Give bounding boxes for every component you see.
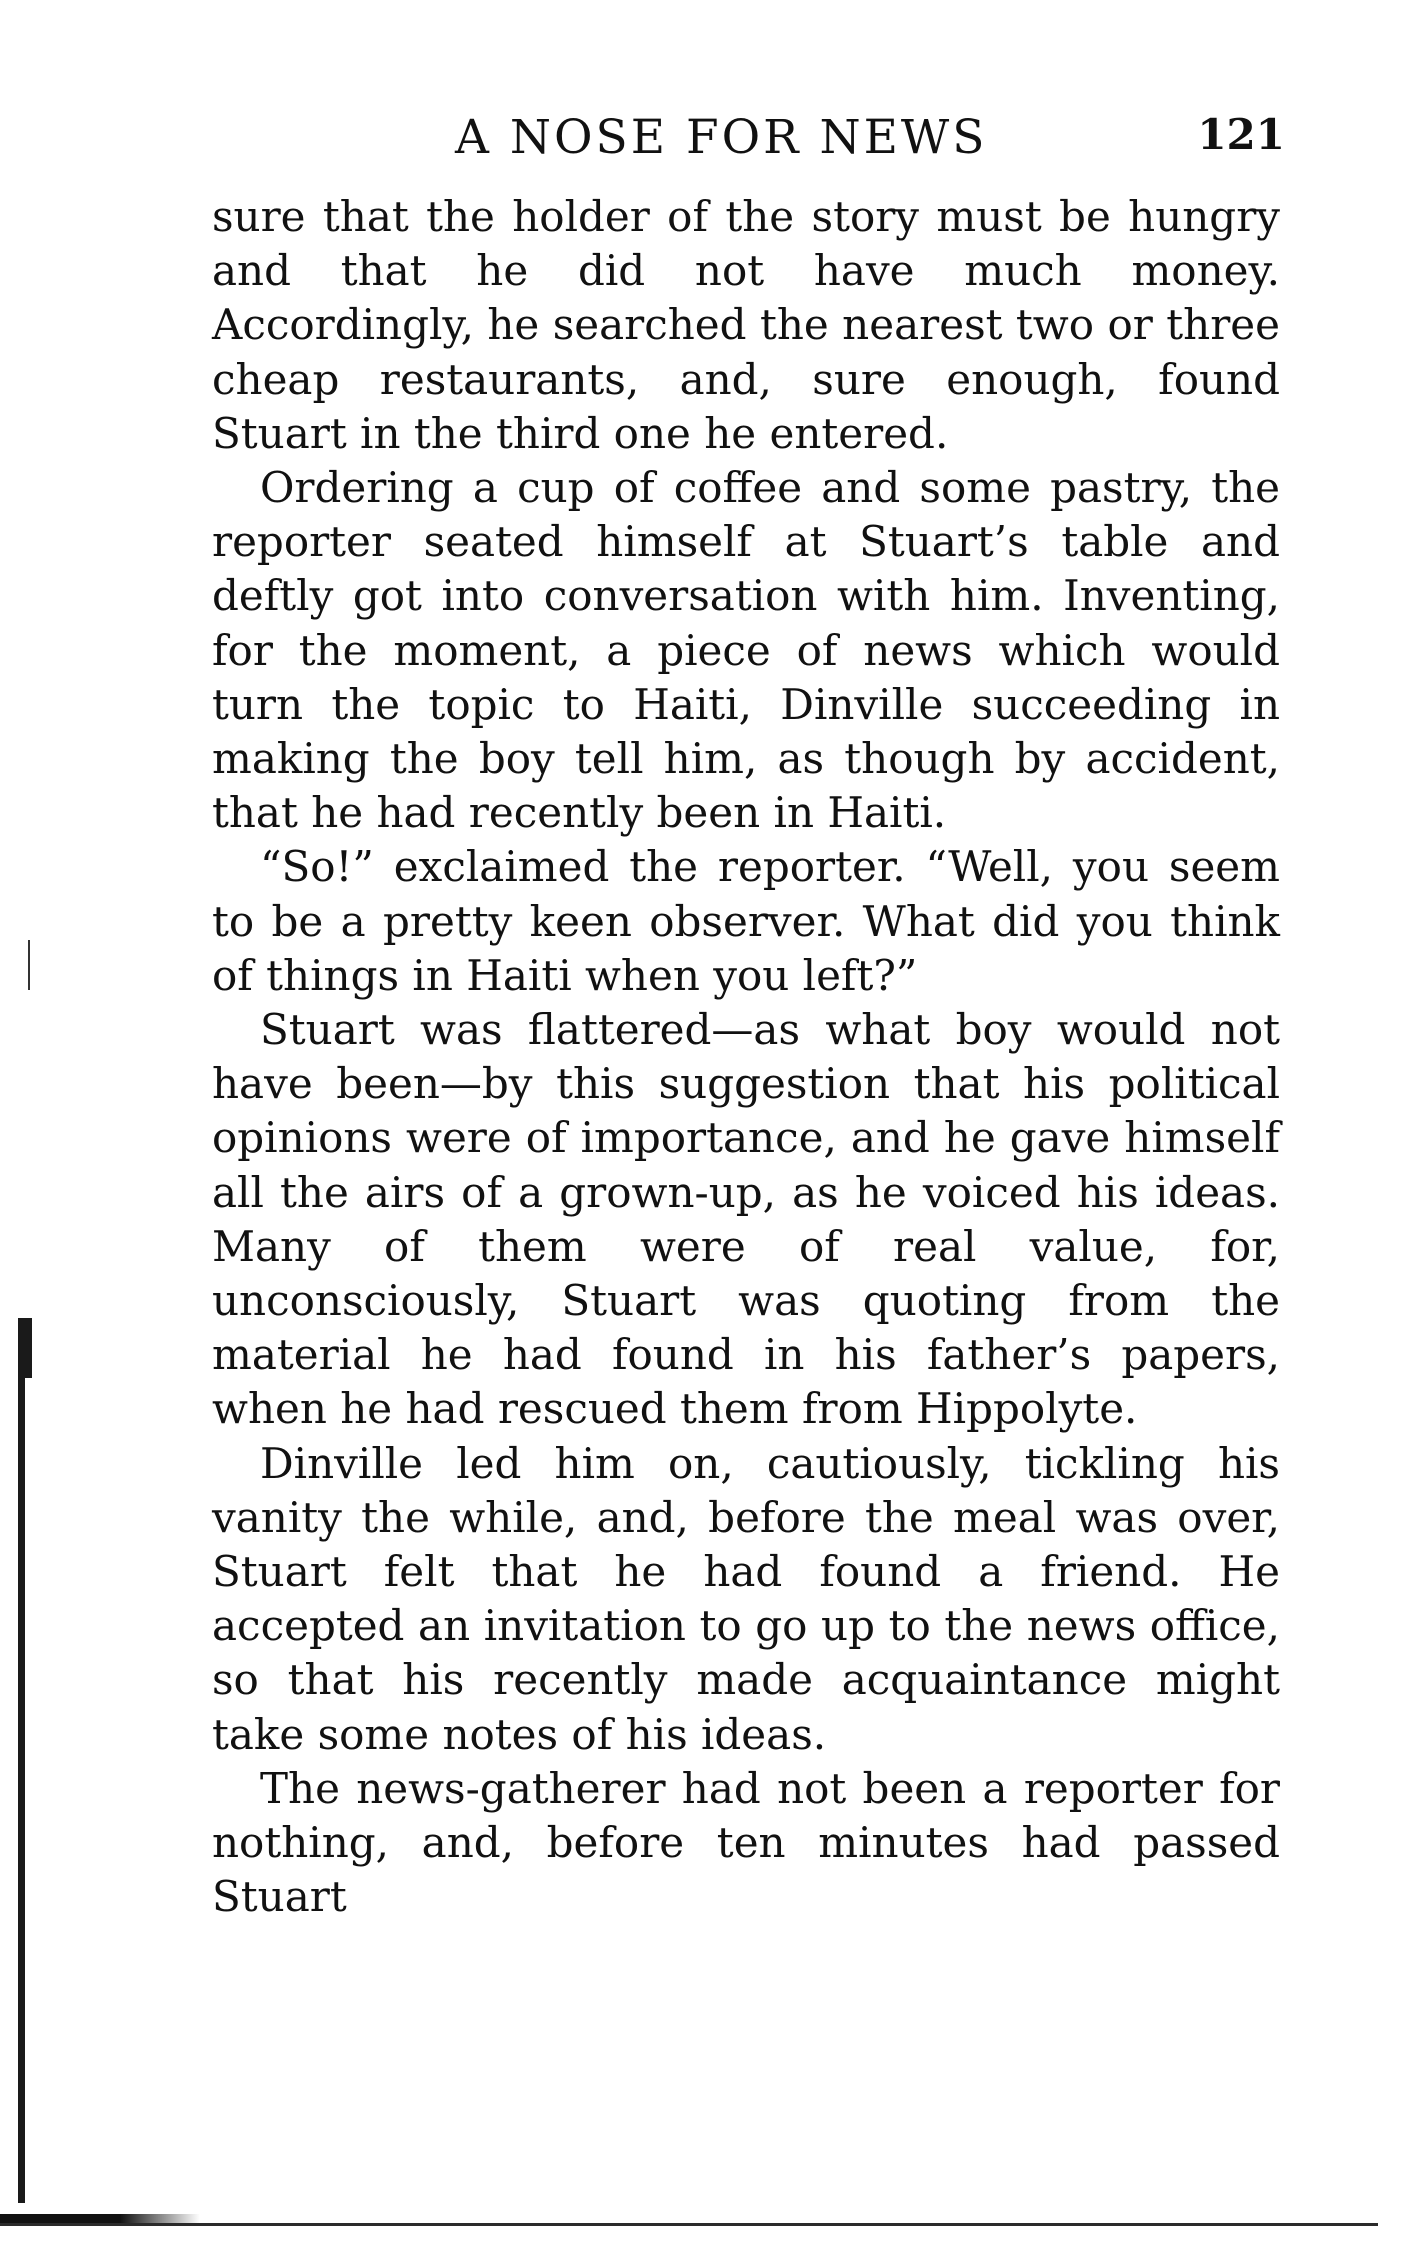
paragraph: Dinville led him on, cautiously, tickling his vanity the while, and, before the meal was over, Stuart felt that he had found a friend. He accepted an invitation to go up to the news office, so that his recently made acquaintance might take some notes of his ideas. <box>212 1438 1280 1759</box>
paragraph: sure that the holder of the story must be hungry and that he did not have much money. Accordingly, he searched the nearest two or three cheap restaurants, and, sure enough, found Stuart in the third one he entered. <box>212 192 1280 458</box>
paragraph: Ordering a cup of coffee and some pastry, the reporter seated himself at Stuart’s table and deftly got into conversation with him. Inventing, for the moment, a piece of news which would turn the topic to Haiti, Dinville succeeding in making the boy tell him, as though by accident, that he had recently been in Haiti. <box>212 463 1280 838</box>
paragraph: “So!” exclaimed the reporter. “Well, you seem to be a pretty keen observer. What did you think of things in Haiti when you left?” <box>212 842 1280 1000</box>
paragraph: Stuart was flattered—as what boy would not have been—by this suggestion that his political opinions were of importance, and he gave himself all the airs of a grown-up, as he voiced his ideas. Many of them were of real value, for, unconsciously, Stuart was quoting from the material he had found in his father’s papers, when he had rescued them from Hippolyte. <box>212 1005 1280 1434</box>
running-title: A NOSE FOR NEWS <box>455 110 988 165</box>
body-text <box>212 190 1280 1925</box>
running-head <box>205 110 1285 170</box>
bottom-edge-rule <box>0 2223 1378 2226</box>
gutter-mark <box>28 940 30 990</box>
binding-shadow <box>18 1318 25 2203</box>
page-number: 121 <box>1197 110 1285 159</box>
paragraph: The news-gatherer had not been a reporter for nothing, and, before ten minutes had passed Stuart <box>212 1763 1280 1922</box>
